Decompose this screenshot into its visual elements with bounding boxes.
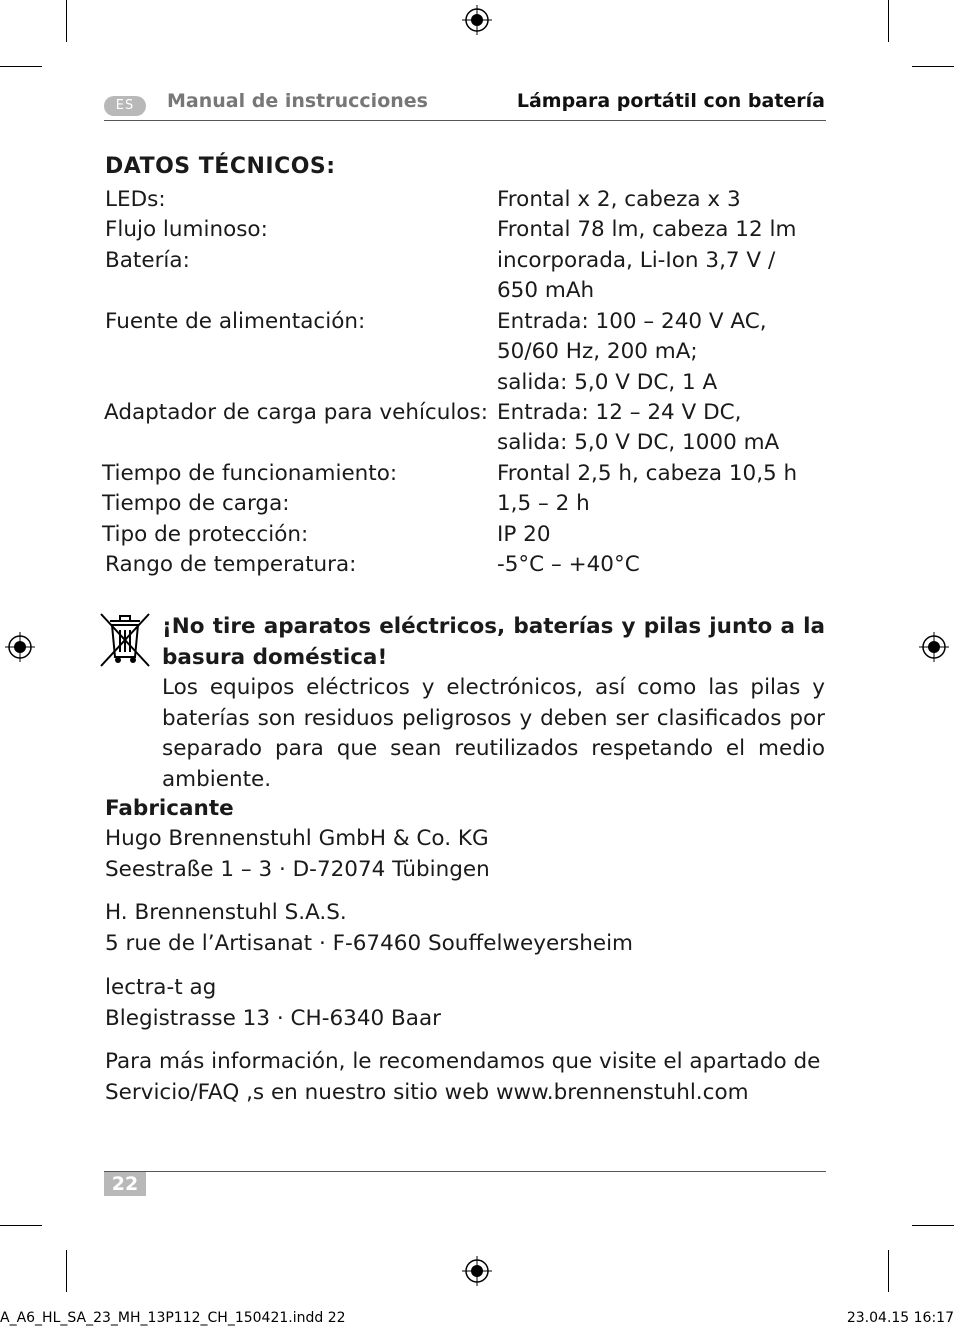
manufacturer-line: H. Brennenstuhl S.A.S. bbox=[105, 900, 347, 925]
spec-value: -5°C – +40°C bbox=[497, 552, 640, 577]
spec-value: Frontal x 2, cabeza x 3 bbox=[497, 187, 741, 212]
spec-label: Flujo luminoso: bbox=[105, 217, 268, 242]
crop-mark bbox=[66, 0, 67, 42]
info-line: Para más información, le recomendamos que visite el apartado de bbox=[105, 1049, 821, 1074]
spec-value: Entrada: 100 – 240 V AC, bbox=[497, 309, 767, 334]
crop-mark bbox=[912, 1225, 954, 1226]
disposal-notice bbox=[162, 612, 825, 795]
spec-label: Tiempo de funcionamiento: bbox=[102, 461, 398, 486]
manufacturer-line: 5 rue de l’Artisanat · F-67460 Souffelweyersheim bbox=[105, 931, 633, 956]
spec-label: Fuente de alimentación: bbox=[105, 309, 366, 334]
manufacturer-line: Hugo Brennenstuhl GmbH & Co. KG bbox=[105, 826, 489, 851]
footer-divider bbox=[104, 1171, 826, 1172]
manufacturer-line: Blegistrasse 13 · CH-6340 Baar bbox=[105, 1006, 441, 1031]
print-slug-file: A_A6_HL_SA_23_MH_13P112_CH_150421.indd 22 bbox=[0, 1310, 346, 1326]
disposal-title: ¡No tire aparatos eléctricos, baterías y pilas junto a la basura doméstica! bbox=[162, 614, 825, 670]
spec-label: Rango de temperatura: bbox=[105, 552, 357, 577]
spec-value: salida: 5,0 V DC, 1 A bbox=[497, 370, 718, 395]
spec-label: Adaptador de carga para vehículos: bbox=[104, 400, 488, 425]
spec-value: Frontal 78 lm, cabeza 12 lm bbox=[497, 217, 797, 242]
spec-label: LEDs: bbox=[105, 187, 166, 212]
product-title: Lámpara portátil con batería bbox=[516, 90, 825, 112]
crossed-out-wheelie-bin-icon bbox=[98, 611, 152, 669]
manufacturer-line: Seestraße 1 – 3 · D-72074 Tübingen bbox=[105, 857, 490, 882]
crop-mark bbox=[912, 66, 954, 67]
spec-label: Batería: bbox=[105, 248, 190, 273]
website-line[interactable]: Servicio/FAQ ,s en nuestro sitio web www.brennenstuhl.com bbox=[105, 1080, 749, 1105]
spec-value: 50/60 Hz, 200 mA; bbox=[497, 339, 698, 364]
spec-label: Tiempo de carga: bbox=[102, 491, 290, 516]
disposal-text: Los equipos eléctricos y electrónicos, así como las pilas y baterías son residuos peligrosos y deben ser clasificados por separado para que sean reutilizados respetando el medio ambiente. bbox=[162, 675, 825, 792]
crop-mark bbox=[0, 66, 42, 67]
language-badge: ES bbox=[104, 96, 146, 116]
spec-value: 650 mAh bbox=[497, 278, 595, 303]
spec-label: Tipo de protección: bbox=[102, 522, 309, 547]
manufacturer-heading: Fabricante bbox=[105, 796, 234, 821]
registration-mark-icon bbox=[462, 1256, 492, 1286]
page-number: 22 bbox=[104, 1172, 146, 1196]
crop-mark bbox=[888, 0, 889, 42]
spec-value: salida: 5,0 V DC, 1000 mA bbox=[497, 430, 780, 455]
registration-mark-icon bbox=[462, 5, 492, 35]
registration-mark-icon bbox=[5, 632, 35, 662]
spec-value: 1,5 – 2 h bbox=[497, 491, 590, 516]
manufacturer-line: lectra-t ag bbox=[105, 975, 217, 1000]
print-slug-date: 23.04.15 16:17 bbox=[846, 1310, 954, 1326]
spec-value: Entrada: 12 – 24 V DC, bbox=[497, 400, 742, 425]
crop-mark bbox=[888, 1250, 889, 1292]
specs-heading: DATOS TÉCNICOS: bbox=[105, 154, 336, 179]
header-divider bbox=[104, 120, 826, 121]
registration-mark-icon bbox=[919, 632, 949, 662]
spec-value: Frontal 2,5 h, cabeza 10,5 h bbox=[497, 461, 798, 486]
spec-value: incorporada, Li-Ion 3,7 V / bbox=[497, 248, 776, 273]
crop-mark bbox=[0, 1225, 42, 1226]
manual-title: Manual de instrucciones bbox=[167, 90, 428, 112]
spec-value: IP 20 bbox=[497, 522, 551, 547]
crop-mark bbox=[66, 1250, 67, 1292]
